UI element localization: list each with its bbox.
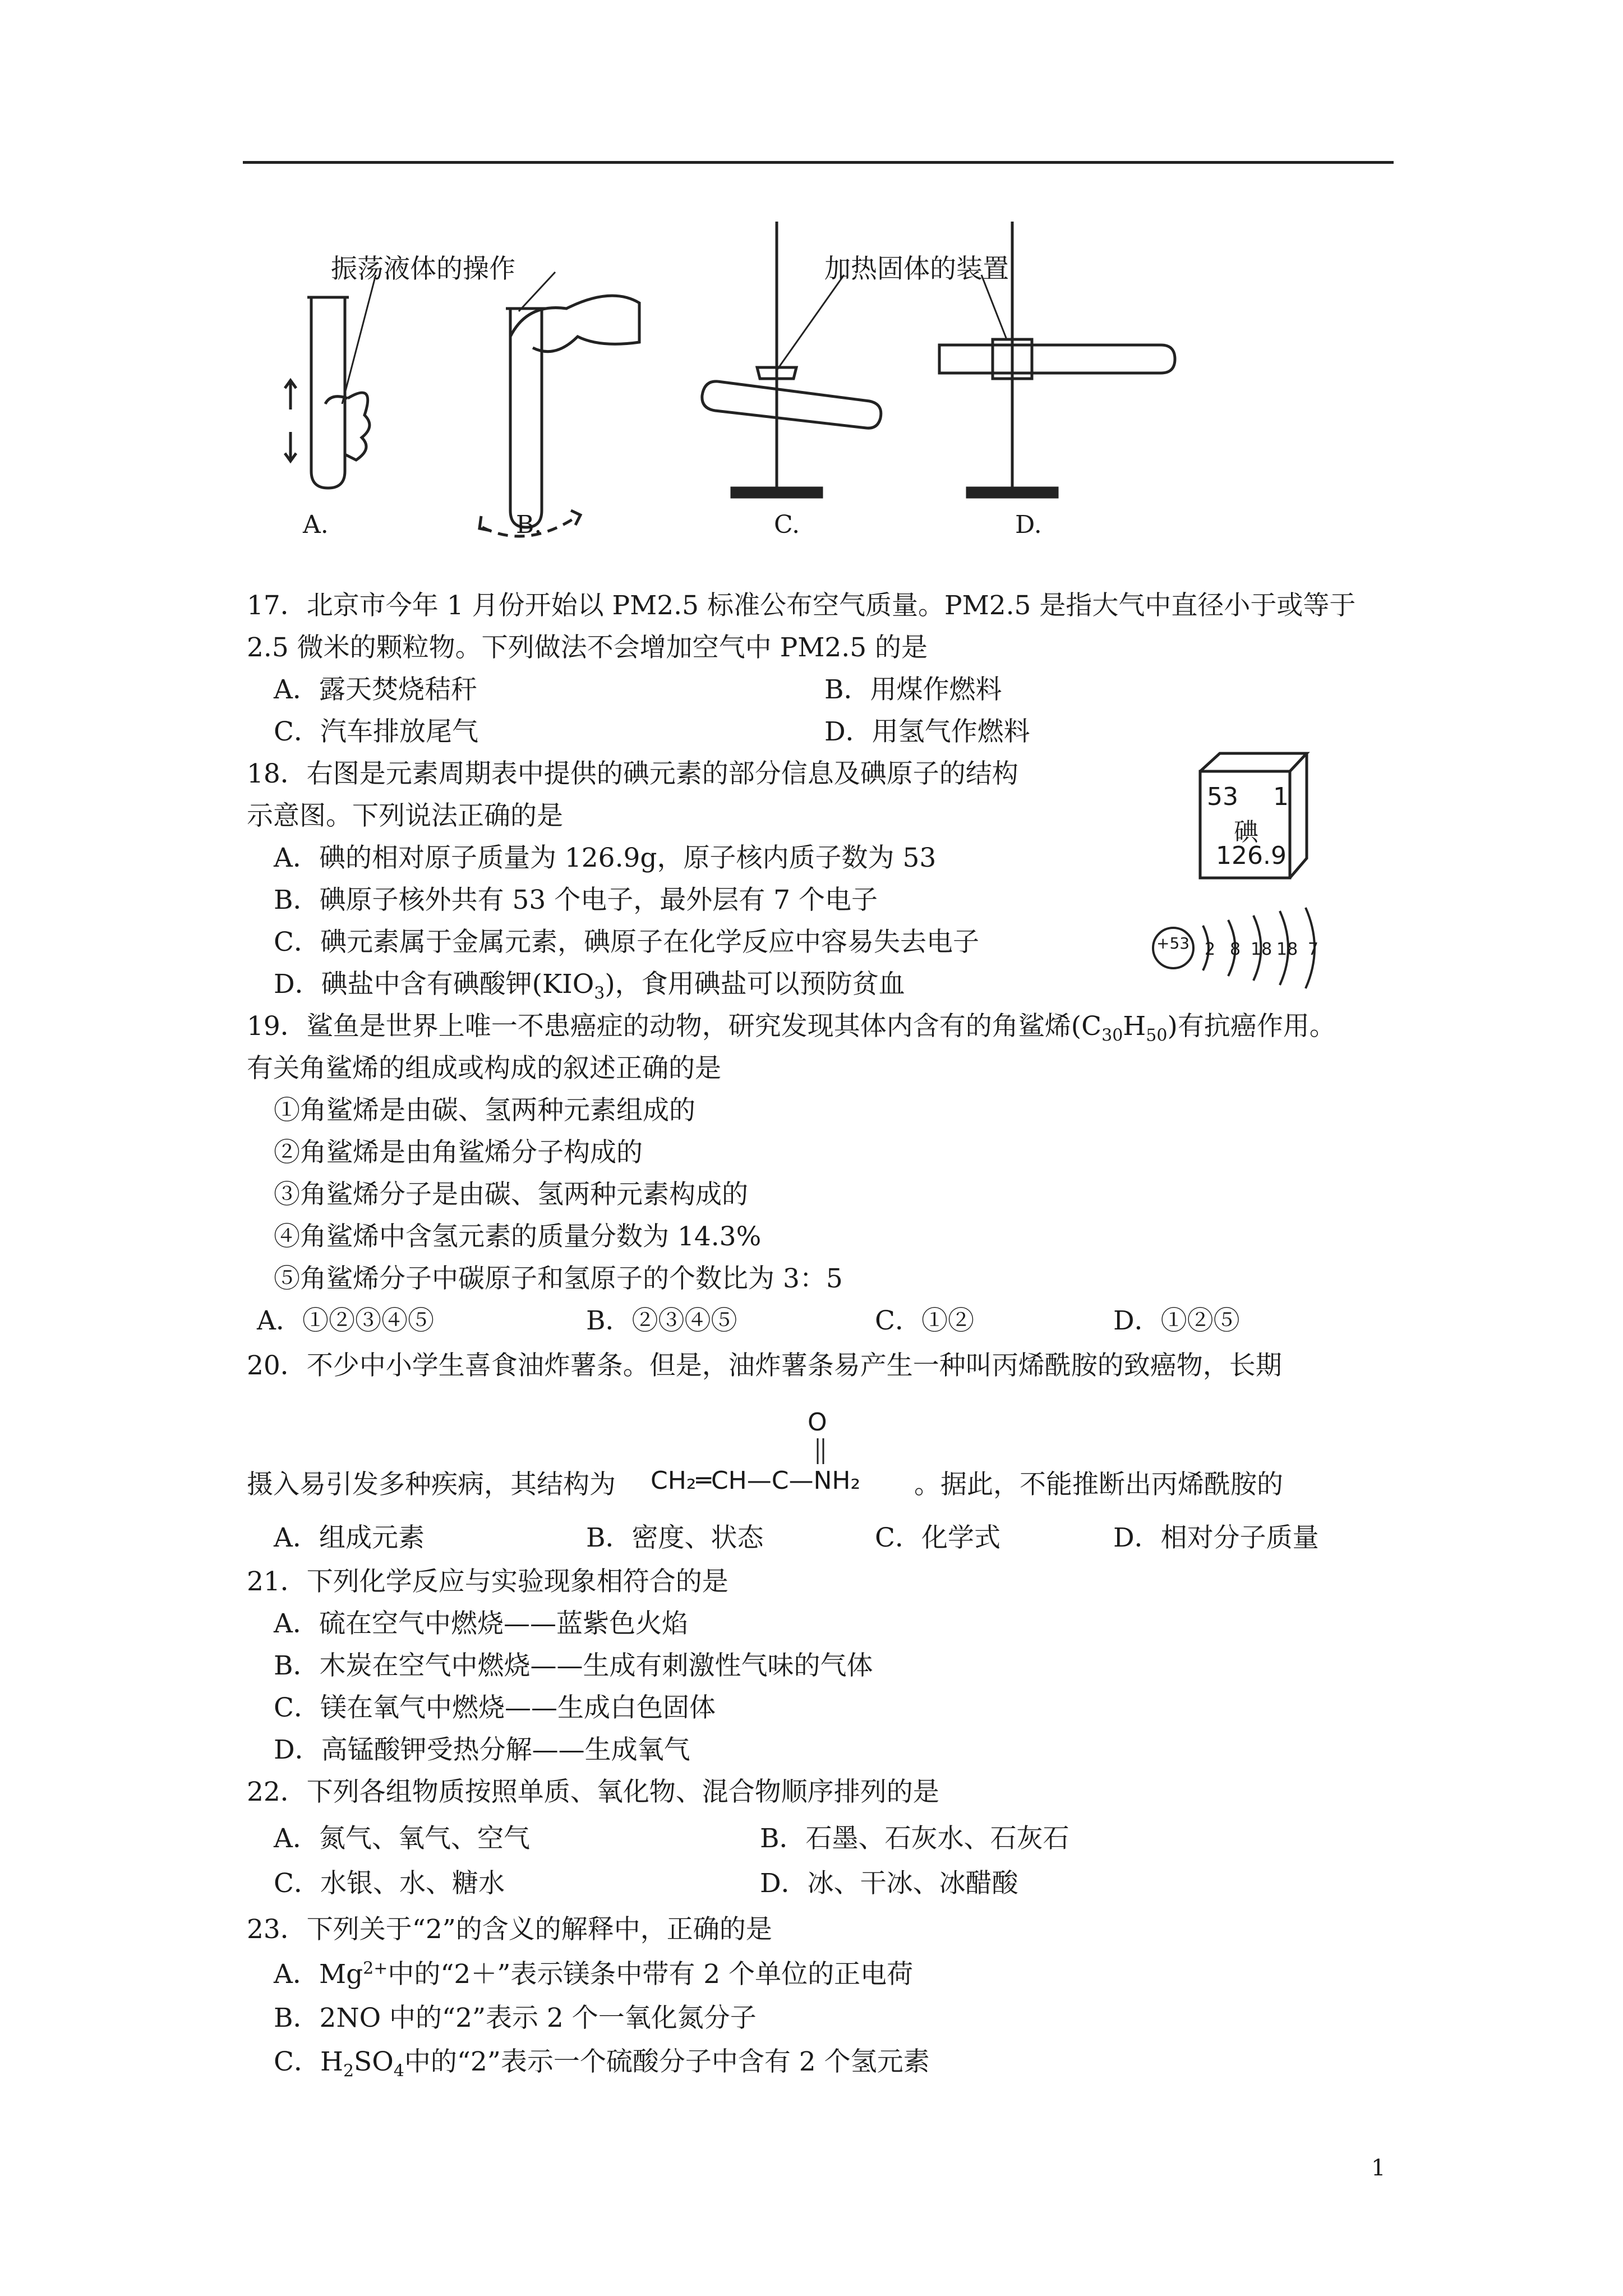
q18-option-c: C．碘元素属于金属元素，碘原子在化学反应中容易失去电子 [274,927,979,958]
q23-option-c: C．$H_2SO_4$中的“2”表示一个硫酸分子中含有 2 个氢元素 [274,2046,930,2081]
figure-label-b: B. [516,510,542,539]
atom-shell-5: 7 [1308,940,1319,959]
q17-option-c: C．汽车排放尾气 [274,716,478,747]
q20-stem-line2-post: 。据此，不能推断出丙烯酰胺的 [914,1469,1283,1500]
q19-item-5: ⑤角鲨烯分子中碳原子和氢原子的个数比为 3：5 [274,1263,843,1294]
q17-option-b: B．用煤作燃料 [824,674,1002,705]
iodine-atom-structure [1150,903,1335,993]
q21-stem: 21．下列化学反应与实验现象相符合的是 [247,1566,728,1597]
page-number: 1 [1371,2155,1386,2181]
q20-option-d: D．相对分子质量 [1113,1522,1319,1553]
q22-option-d: D．冰、干冰、冰醋酸 [760,1868,1018,1899]
q19-item-1: ①角鲨烯是由碳、氢两种元素组成的 [274,1095,695,1126]
element-atomic-number: 53 [1207,783,1238,811]
structure-chain: CH₂═CH—C—NH₂ [651,1466,861,1495]
q19-option-a: A．①②③④⑤ [257,1305,434,1336]
q17-option-a: A．露天焚烧秸秆 [274,674,477,705]
carbonyl-oxygen: O [808,1408,827,1437]
q19-item-2: ②角鲨烯是由角鲨烯分子构成的 [274,1137,643,1168]
q18-stem-line1: 18．右图是元素周期表中提供的碘元素的部分信息及碘原子的结构 [247,758,1018,789]
q22-option-a: A．氮气、氧气、空气 [274,1823,530,1854]
q18-stem-line2: 示意图。下列说法正确的是 [247,800,563,831]
q20-option-c: C．化学式 [875,1522,1000,1553]
figure-label-d: D. [1015,510,1042,539]
q21-option-c: C．镁在氧气中燃烧——生成白色固体 [274,1692,716,1723]
q21-option-a: A．硫在空气中燃烧——蓝紫色火焰 [274,1608,688,1639]
q19-item-4: ④角鲨烯中含氢元素的质量分数为 14.3% [274,1221,762,1252]
q19-stem-line1: 19．鲨鱼是世界上唯一不患癌症的动物，研究发现其体内含有的角鲨烯$(C_{30}H_{50})$有抗癌作用。 [247,1011,1336,1046]
element-atomic-mass: 126.9 [1216,841,1287,870]
atom-shell-4: 18 [1276,940,1298,959]
q23-option-b: B．2NO 中的“2”表示 2 个一氧化氮分子 [274,2003,757,2033]
q19-stem-line2: 有关角鲨烯的组成或构成的叙述正确的是 [247,1053,721,1084]
q21-option-b: B．木炭在空气中燃烧——生成有刺激性气味的气体 [274,1650,873,1681]
lab-apparatus-figure [264,213,1458,550]
iodine-element-tile [1195,749,1312,884]
figure-label-c: C. [774,510,800,539]
q18-option-d: D．碘盐中含有碘酸钾$(KIO_3)$，食用碘盐可以预防贫血 [274,969,905,1004]
element-period: 1 [1273,783,1289,811]
atom-shell-3: 18 [1251,940,1272,959]
q23-option-a: A．$Mg^{2+}$中的“2＋”表示镁条中带有 2 个单位的正电荷 [274,1958,914,1990]
q18-option-a: A．碘的相对原子质量为 126.9g，原子核内质子数为 53 [274,843,937,873]
q22-option-b: B．石墨、石灰水、石灰石 [760,1823,1069,1854]
atom-shell-2: 8 [1230,940,1241,959]
q20-stem-line2-pre: 摄入易引发多种疾病，其结构为 [247,1469,616,1500]
q17-stem-line1: 17．北京市今年 1 月份开始以 PM2.5 标准公布空气质量。PM2.5 是指大气中直径小于或等于 [247,590,1356,621]
acrylamide-structure [651,1408,909,1503]
q20-option-b: B．密度、状态 [586,1522,764,1553]
q21-option-d: D．高锰酸钾受热分解——生成氧气 [274,1734,690,1765]
double-bond-marks [813,1437,830,1465]
q18-option-b: B．碘原子核外共有 53 个电子，最外层有 7 个电子 [274,885,878,915]
q19-option-b: B．②③④⑤ [586,1305,737,1336]
q22-option-c: C．水银、水、糖水 [274,1868,505,1899]
header-rule [243,161,1394,164]
figure-label-a: A. [303,510,329,539]
q20-stem-line1: 20．不少中小学生喜食油炸薯条。但是，油炸薯条易产生一种叫丙烯酰胺的致癌物，长期 [247,1350,1282,1381]
q19-option-c: C．①② [875,1305,974,1336]
q17-option-d: D．用氢气作燃料 [824,716,1030,747]
q19-item-3: ③角鲨烯分子是由碳、氢两种元素构成的 [274,1179,748,1210]
callout-shake-liquid: 振荡液体的操作 [331,254,515,284]
q23-stem: 23．下列关于“2”的含义的解释中，正确的是 [247,1914,772,1945]
element-name: 碘 [1234,818,1258,846]
callout-heat-solid: 加热固体的装置 [824,254,1009,284]
q17-stem-line2: 2.5 微米的颗粒物。下列做法不会增加空气中 PM2.5 的是 [247,632,928,663]
q20-option-a: A．组成元素 [274,1522,425,1553]
q22-stem: 22．下列各组物质按照单质、氧化物、混合物顺序排列的是 [247,1777,939,1807]
q19-option-d: D．①②⑤ [1113,1305,1240,1336]
atom-shell-1: 2 [1205,940,1216,959]
atom-nucleus: +53 [1156,934,1190,953]
